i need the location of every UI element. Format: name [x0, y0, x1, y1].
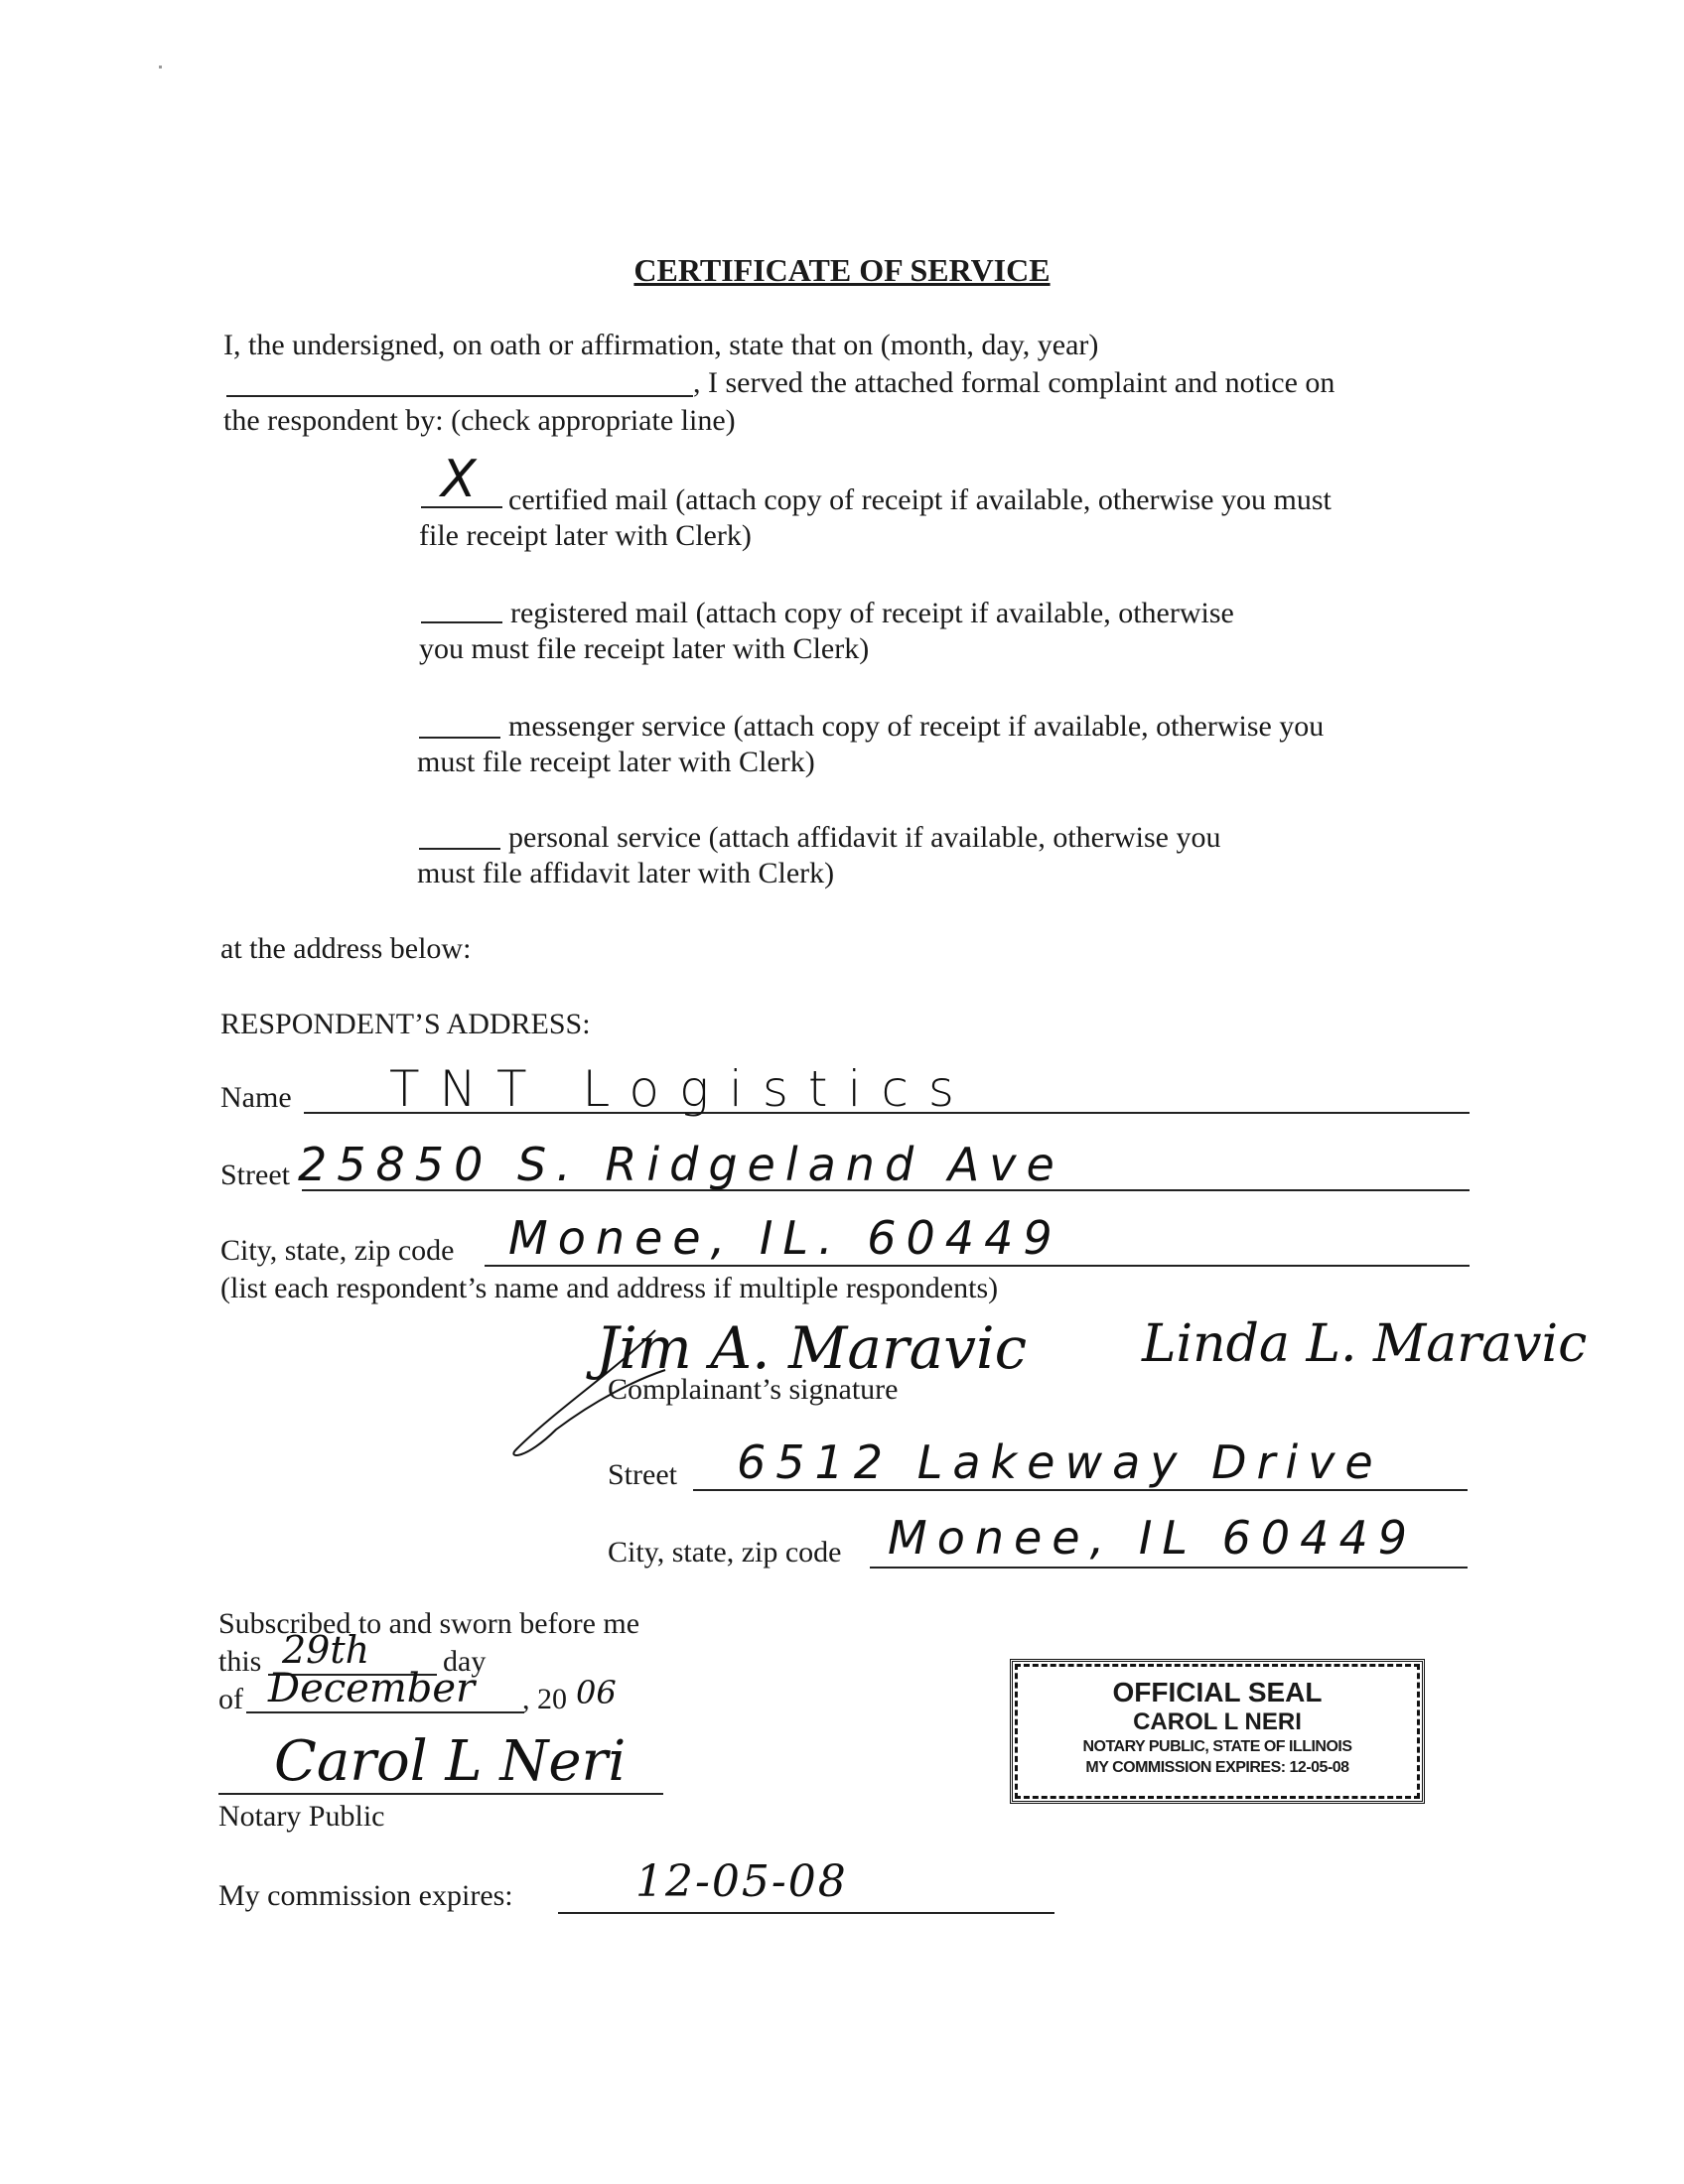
- official-seal-stamp: [1015, 1664, 1420, 1799]
- certified-mail-mark: X: [441, 450, 477, 509]
- complainant-signature-label: Complainant’s signature: [608, 1373, 899, 1406]
- certified-mail-line-2: file receipt later with Clerk): [419, 519, 752, 552]
- respondent-name-label: Name: [220, 1081, 292, 1114]
- respondent-city-line: [485, 1265, 1470, 1267]
- notary-year-prefix: , 20: [522, 1683, 567, 1715]
- page-title: CERTIFICATE OF SERVICE: [633, 252, 1051, 288]
- respondent-city-value: Monee, IL. 60449: [508, 1211, 1062, 1265]
- intro-line-2: , I served the attached formal complaint and notice on: [693, 366, 1335, 399]
- complainant-street-value: 6512 Lakeway Drive: [737, 1435, 1383, 1489]
- personal-service-line-1: personal service (attach affidavit if available, otherwise you: [508, 821, 1221, 854]
- registered-mail-line-1: registered mail (attach copy of receipt if available, otherwise: [510, 597, 1234, 629]
- certified-mail-line-1: certified mail (attach copy of receipt if available, otherwise you must: [508, 483, 1332, 516]
- messenger-service-line-1: messenger service (attach copy of receipt if available, otherwise you: [508, 710, 1325, 743]
- intro-line-3: the respondent by: (check appropriate line): [223, 404, 736, 437]
- respondent-heading: RESPONDENT’S ADDRESS:: [220, 1008, 591, 1040]
- messenger-service-checkline: [419, 737, 500, 739]
- registered-mail-checkline: [421, 621, 502, 623]
- date-blank-line: [226, 395, 693, 397]
- commission-expires-value: 12-05-08: [635, 1856, 848, 1907]
- seal-line-3: NOTARY PUBLIC, STATE OF ILLINOIS: [1082, 1738, 1352, 1755]
- notary-subscribed: Subscribed to and sworn before me: [218, 1607, 640, 1640]
- notary-this-label: this: [218, 1645, 262, 1678]
- complainant-street-line: [693, 1489, 1468, 1491]
- notary-month-value: December: [268, 1666, 476, 1711]
- complainant-street-label: Street: [608, 1458, 677, 1491]
- complainant-signature-2: Linda L. Maravic: [1142, 1314, 1588, 1374]
- notary-of-label: of: [218, 1683, 243, 1715]
- notary-signature: Carol L Neri: [274, 1729, 627, 1794]
- respondent-street-label: Street: [220, 1159, 290, 1191]
- respondent-city-label: City, state, zip code: [220, 1234, 455, 1267]
- seal-line-4: MY COMMISSION EXPIRES: 12-05-08: [1085, 1759, 1349, 1776]
- complainant-signature-1: Jim A. Maravic: [596, 1314, 1028, 1382]
- notary-day-value: 29th: [282, 1628, 370, 1672]
- respondent-name-value: TNT Logistics: [389, 1060, 974, 1118]
- complainant-city-line: [870, 1567, 1468, 1569]
- respondent-note: (list each respondent’s name and address if multiple respondents): [220, 1272, 999, 1304]
- personal-service-line-2: must file affidavit later with Clerk): [417, 857, 835, 889]
- seal-line-2: CAROL L NERI: [1133, 1708, 1302, 1735]
- respondent-street-value: 25850 S. Ridgeland Ave: [298, 1138, 1064, 1191]
- intro-line-1: I, the undersigned, on oath or affirmation, state that on (month, day, year): [223, 329, 1099, 361]
- notary-month-line: [246, 1711, 524, 1713]
- seal-line-1: OFFICIAL SEAL: [1112, 1677, 1323, 1707]
- complainant-city-label: City, state, zip code: [608, 1536, 842, 1569]
- commission-expires-line: [558, 1912, 1054, 1914]
- registered-mail-line-2: you must file receipt later with Clerk): [419, 632, 870, 665]
- notary-title: Notary Public: [218, 1800, 385, 1833]
- messenger-service-line-2: must file receipt later with Clerk): [417, 746, 815, 778]
- scan-speck: [159, 66, 162, 68]
- personal-service-checkline: [419, 848, 500, 850]
- complainant-city-value: Monee, IL 60449: [888, 1511, 1417, 1565]
- address-intro: at the address below:: [220, 932, 472, 965]
- commission-expires-label: My commission expires:: [218, 1879, 513, 1912]
- notary-day-label: day: [443, 1645, 487, 1678]
- notary-year-value: 06: [576, 1674, 617, 1711]
